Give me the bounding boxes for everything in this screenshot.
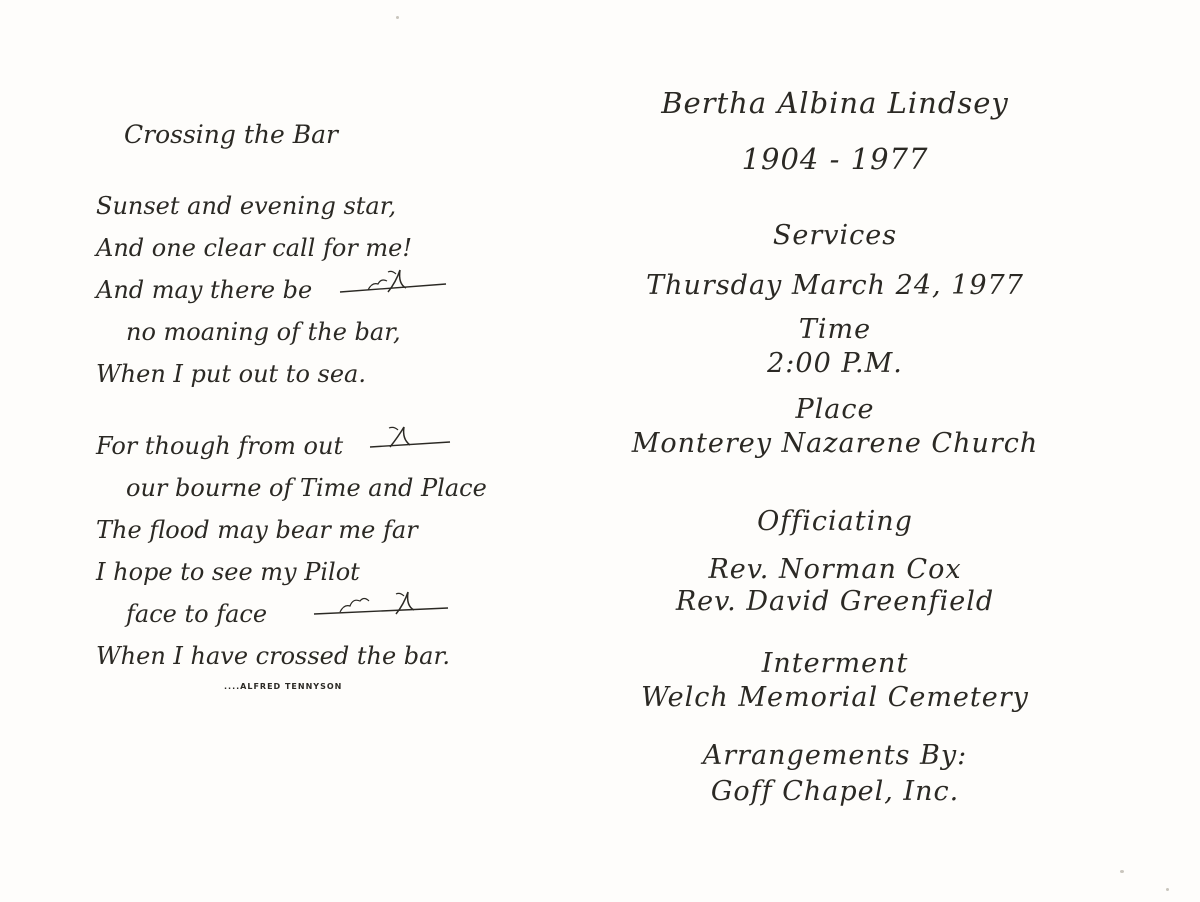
interment-label: Interment <box>761 648 909 679</box>
officiant-1: Rev. Norman Cox <box>708 554 962 585</box>
poem-line: And one clear call for me! <box>96 234 413 262</box>
poem-line: our bourne of Time and Place <box>126 474 487 502</box>
poem-title: Crossing the Bar <box>124 120 338 149</box>
seagull-over-waves-icon <box>368 420 454 454</box>
deceased-name: Bertha Albina Lindsey <box>661 86 1009 120</box>
poem-line: Sunset and evening star, <box>96 192 397 220</box>
poem-line: no moaning of the bar, <box>126 318 401 346</box>
seagull-over-waves-icon <box>312 586 452 620</box>
life-dates: 1904 - 1977 <box>741 142 929 176</box>
arrangements-value: Goff Chapel, Inc. <box>710 776 960 807</box>
seagull-over-waves-icon <box>338 264 450 298</box>
arrangements-label: Arrangements By: <box>702 740 968 771</box>
poem-line: For though from out <box>96 432 344 460</box>
poem-author: ....ALFRED TENNYSON <box>224 682 343 691</box>
time-label: Time <box>798 314 872 345</box>
paper-speck <box>1120 870 1124 873</box>
time-value: 2:00 P.M. <box>767 348 903 379</box>
poem-line: face to face <box>126 600 268 628</box>
poem-line: When I put out to sea. <box>96 360 366 388</box>
services-label: Services <box>772 220 898 251</box>
paper-speck <box>1166 888 1169 891</box>
place-value: Monterey Nazarene Church <box>631 428 1039 459</box>
poem-line: I hope to see my Pilot <box>96 558 360 586</box>
services-date: Thursday March 24, 1977 <box>646 270 1024 301</box>
paper-speck <box>396 16 399 19</box>
poem-line: When I have crossed the bar. <box>96 642 450 670</box>
officiating-label: Officiating <box>757 506 913 537</box>
interment-value: Welch Memorial Cemetery <box>641 682 1029 713</box>
place-label: Place <box>795 394 875 425</box>
officiant-2: Rev. David Greenfield <box>675 586 995 617</box>
poem-line: The flood may bear me far <box>96 516 418 544</box>
poem-line: And may there be <box>96 276 313 304</box>
